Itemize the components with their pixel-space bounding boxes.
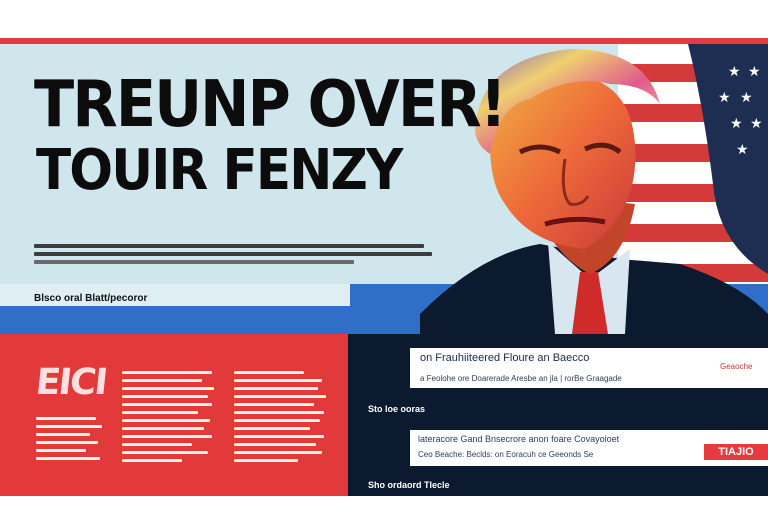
text-column-3 bbox=[234, 366, 330, 467]
svg-text:★: ★ bbox=[728, 64, 741, 80]
svg-text:★: ★ bbox=[748, 64, 761, 80]
panel-2-subtitle: Ceo Beache: Beclds: on Eoracuh ce Geeonds Se bbox=[418, 450, 594, 459]
svg-text:★: ★ bbox=[736, 142, 749, 158]
headline-line-1: TREUNP OVER! bbox=[34, 68, 505, 142]
bottom-margin bbox=[0, 496, 768, 512]
panel-1-subtitle: a Feolohe ore Doarerade Aresbe an jla | rorBe Graagade bbox=[420, 374, 622, 383]
dark-label-1: Sto loe ooras bbox=[368, 404, 426, 414]
text-column-2 bbox=[122, 366, 218, 467]
svg-text:★: ★ bbox=[718, 90, 731, 106]
news-panel-1 bbox=[410, 348, 768, 388]
text-column-1 bbox=[36, 412, 106, 465]
panel-1-tag: Geaoche bbox=[720, 362, 753, 371]
panel-2-tag: TIAJIO bbox=[704, 444, 768, 460]
svg-text:★: ★ bbox=[750, 116, 763, 132]
svg-text:★: ★ bbox=[730, 116, 743, 132]
section-badge: EICI bbox=[33, 362, 108, 403]
dark-label-2: Sho ordaord Tlecle bbox=[368, 480, 450, 490]
panel-2-title: lateracore Gand Bnsecrore anon foare Covayoioet bbox=[418, 434, 620, 444]
top-margin bbox=[0, 0, 768, 38]
headline-line-2: TOUIR FENZY bbox=[36, 138, 402, 203]
byline: Blsco oral Blatt/pecoror bbox=[34, 293, 148, 304]
panel-1-title: on Frauhiiteered Floure an Baecco bbox=[420, 352, 590, 364]
svg-text:★: ★ bbox=[740, 90, 753, 106]
intro-paragraph bbox=[34, 240, 434, 268]
